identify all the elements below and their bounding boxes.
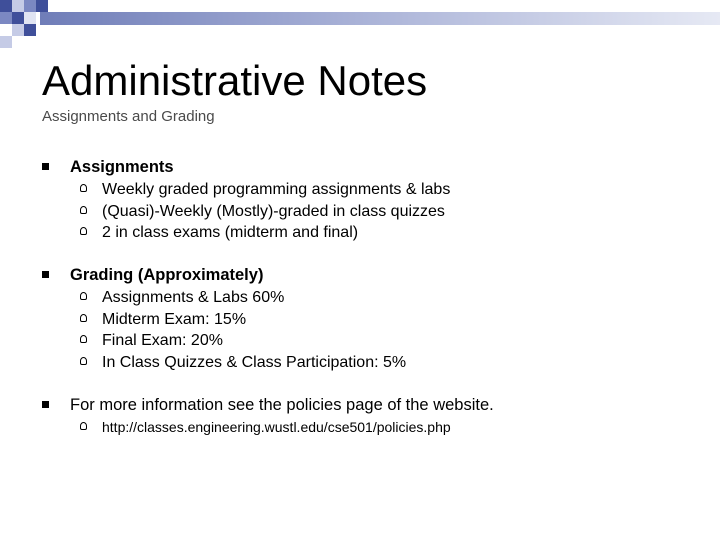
- square-bullet-icon: [42, 401, 49, 408]
- header-decoration: [0, 0, 720, 50]
- decor-square: [12, 12, 24, 24]
- decor-square: [24, 0, 36, 12]
- slide-subtitle: Assignments and Grading: [42, 108, 215, 125]
- decor-square: [36, 0, 48, 12]
- policies-link[interactable]: http://classes.engineering.wustl.edu/cse501/policies.php: [102, 419, 451, 435]
- bullet-label: For more information see the policies page of the website.: [70, 396, 494, 414]
- hollow-bullet-icon: [80, 227, 87, 235]
- decor-square: [24, 24, 36, 36]
- sub-bullet-text: Weekly graded programming assignments & labs: [102, 181, 451, 198]
- decor-square: [0, 12, 12, 24]
- sub-bullet-text: In Class Quizzes & Class Participation: 5%: [102, 354, 407, 371]
- decor-square: [12, 0, 24, 12]
- sub-bullet-text: Midterm Exam: 15%: [102, 311, 247, 328]
- decor-square: [0, 36, 12, 48]
- square-bullet-icon: [42, 271, 49, 278]
- sub-bullet-text: Assignments & Labs 60%: [102, 289, 285, 306]
- hollow-bullet-icon: [80, 184, 87, 192]
- bullet-label: Assignments: [70, 158, 174, 176]
- hollow-bullet-icon: [80, 422, 87, 430]
- hollow-bullet-icon: [80, 292, 87, 300]
- hollow-bullet-icon: [80, 335, 87, 343]
- square-bullet-icon: [42, 163, 49, 170]
- slide-title: Administrative Notes: [42, 57, 428, 104]
- hollow-bullet-icon: [80, 206, 87, 214]
- sub-bullet-text: (Quasi)-Weekly (Mostly)-graded in class quizzes: [102, 203, 445, 220]
- decor-square: [0, 0, 12, 12]
- decor-square: [24, 12, 36, 24]
- decor-square: [12, 24, 24, 36]
- header-gradient-bar: [40, 12, 720, 25]
- sub-bullet-text: Final Exam: 20%: [102, 332, 223, 349]
- hollow-bullet-icon: [80, 357, 87, 365]
- sub-bullet-text: 2 in class exams (midterm and final): [102, 224, 359, 241]
- hollow-bullet-icon: [80, 314, 87, 322]
- bullet-label: Grading (Approximately): [70, 266, 264, 284]
